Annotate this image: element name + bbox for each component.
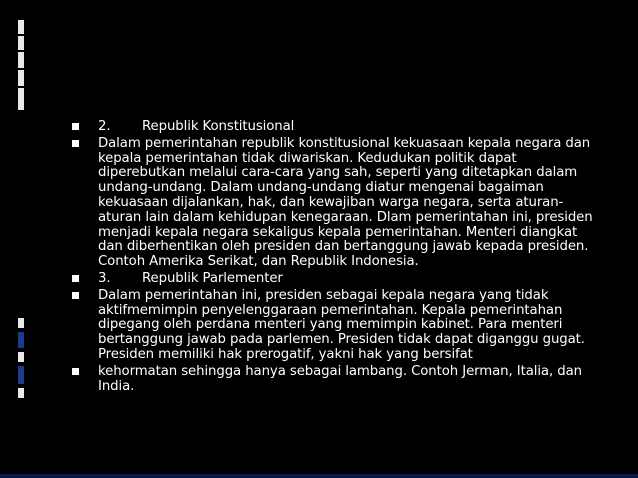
bullet-text: Dalam pemerintahan ini, presiden sebagai kepala negara yang tidak aktifmemimpin penyelenggaraan pemerintahan. Kepala pemerintahan dipegang oleh perdana menteri yang memimpin kabinet. Para menteri bertanggung jawab pada parlemen. Presiden tidak dapat diganggu gugat. Presiden memiliki hak prerogatif, yakni hak yang bersifat — [98, 287, 585, 362]
square-bullet-icon — [72, 140, 79, 147]
decorative-bar-bottom — [18, 318, 24, 406]
bullet-list — [70, 120, 598, 394]
bullet-item-paragraph — [70, 365, 598, 395]
square-bullet-icon — [72, 292, 79, 299]
bullet-text: Dalam pemerintahan republik konstitusional kekuasaan kepala negara dan kepala pemerintahan tidak diwariskan. Kedudukan politik dapat diperebutkan melalui cara-cara yang sah, seperti yang ditetapkan dalam undang-undang. Dalam undang-undang diatur mengenai bagaiman kekuasaan dijalankan, hak, dan kewajiban warga negara, serta aturan-aturan lain dalam kehidupan kenegaraan. Dlam pemerintahan ini, presiden menjadi kepala negara sekaligus kepala pemerintahan. Menteri diangkat dan diberhentikan oleh presiden dan bertanggung jawab kepada presiden. Contoh Amerika Serikat, dan Republik Indonesia. — [98, 135, 593, 270]
bullet-number: 3. — [98, 270, 111, 286]
bullet-text: kehormatan sehingga hanya sebagai lambang. Contoh Jerman, Italia, dan India. — [98, 363, 582, 394]
square-bullet-icon — [72, 368, 79, 375]
bottom-border — [0, 474, 638, 478]
content-area — [70, 120, 598, 396]
bullet-item-heading-2 — [70, 120, 598, 135]
bullet-number: 2. — [98, 119, 111, 134]
left-decoration — [0, 0, 24, 478]
bullet-text: Republik Parlementer — [142, 270, 283, 286]
bullet-item-paragraph — [70, 289, 598, 363]
decorative-bar-top — [18, 20, 24, 110]
square-bullet-icon — [72, 275, 79, 282]
square-bullet-icon — [72, 123, 79, 130]
bullet-item-paragraph — [70, 137, 598, 270]
bullet-item-heading-3 — [70, 272, 598, 287]
bullet-text: Republik Konstitusional — [142, 119, 295, 134]
